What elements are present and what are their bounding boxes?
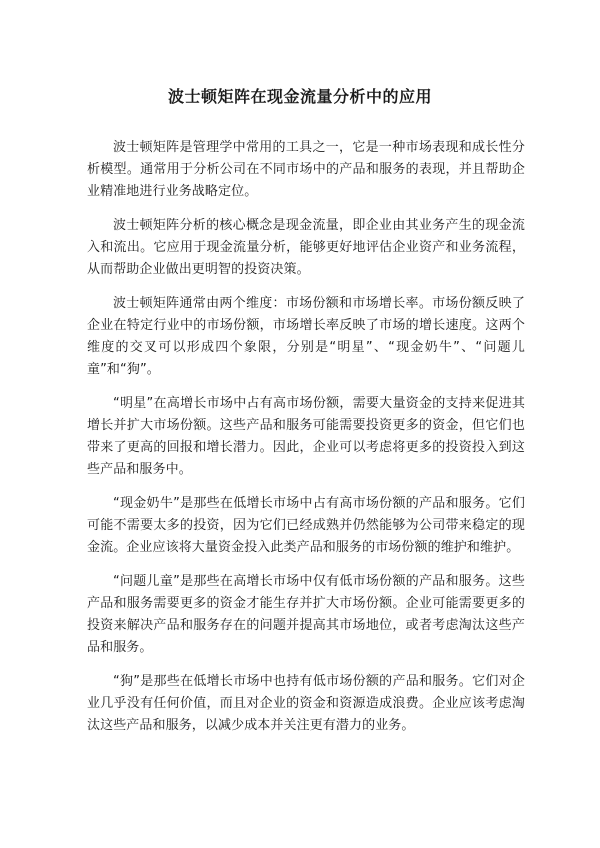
- paragraph: “现金奶牛”是那些在低增长市场中占有高市场份额的产品和服务。它们可能不需要太多的投资，因为它们已经成熟并仍然能够为公司带来稳定的现金流。企业应该将大量资金投入此类产品和服务的市场份额的维护和维护。: [87, 496, 525, 555]
- paragraph: 波士顿矩阵通常由两个维度：市场份额和市场增长率。市场份额反映了企业在特定行业中的市场份额，市场增长率反映了市场的增长速度。这两个维度的交叉可以形成四个象限，分别是“明星”、“现金奶牛”、“问题儿童”和“狗”。: [87, 296, 525, 377]
- document-title: 波士顿矩阵在现金流量分析中的应用: [167, 87, 432, 106]
- paragraph: “狗”是那些在低增长市场中也持有低市场份额的产品和服务。它们对企业几乎没有任何价值，而且对企业的资金和资源造成浪费。企业应该考虑淘汰这些产品和服务，以减少成本并关注更有潜力的业务。: [87, 674, 525, 733]
- paragraph: “问题儿童”是那些在高增长市场中仅有低市场份额的产品和服务。这些产品和服务需要更多的资金才能生存并扩大市场份额。企业可能需要更多的投资来解决产品和服务存在的问题并提高其市场地位，或者考虑淘汰这些产品和服务。: [87, 574, 525, 655]
- paragraph: 波士顿矩阵分析的核心概念是现金流量，即企业由其业务产生的现金流入和流出。它应用于现金流量分析，能够更好地评估企业资产和业务流程，从而帮助企业做出更明智的投资决策。: [87, 218, 525, 277]
- document-body: [87, 137, 525, 749]
- paragraph: 波士顿矩阵是管理学中常用的工具之一，它是一种市场表现和成长性分析模型。通常用于分析公司在不同市场中的产品和服务的表现，并且帮助企业精准地进行业务战略定位。: [87, 140, 525, 199]
- paragraph: “明星”在高增长市场中占有高市场份额，需要大量资金的支持来促进其增长并扩大市场份额。这些产品和服务可能需要投资更多的资金，但它们也带来了更高的回报和增长潜力。因此，企业可以考虑将更多的投资投入到这些产品和服务中。: [87, 396, 525, 477]
